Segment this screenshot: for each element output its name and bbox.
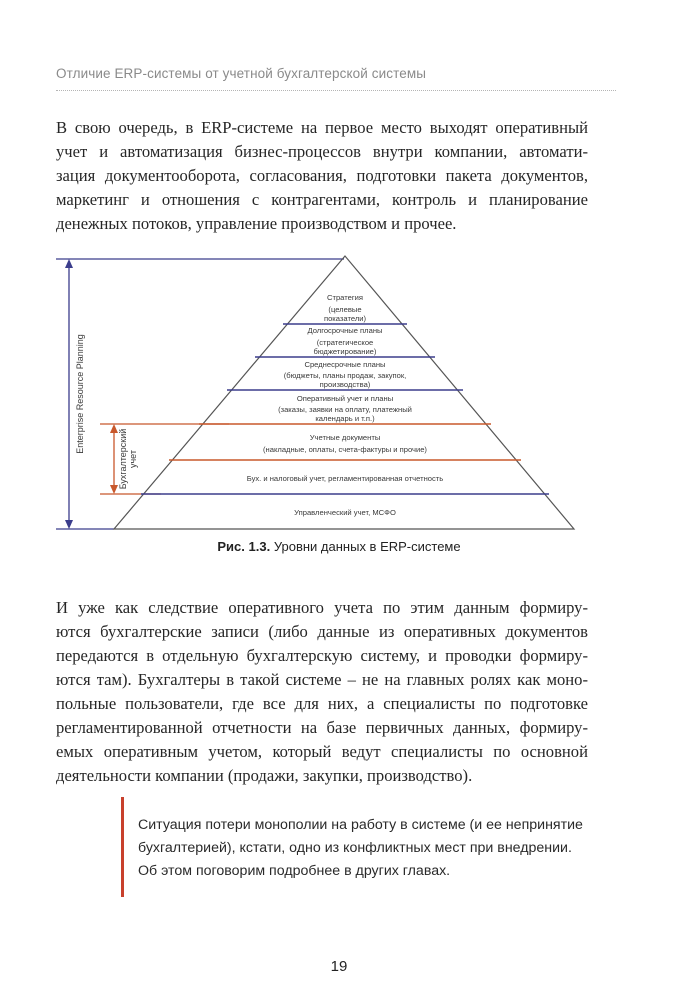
level-text: производства) xyxy=(319,380,371,389)
paragraph-line: ются бухгалтерские записи (либо данные из оперативных документов xyxy=(56,622,588,641)
paragraph-line: емых оперативным учетом, который ведут специалисты по основной xyxy=(56,742,588,761)
level-text: календарь и т.п.) xyxy=(315,414,375,423)
paragraph-line: зация документооборота, согласования, подготовки пакета документов, xyxy=(56,166,588,185)
level-text: бюджетирование) xyxy=(313,347,377,356)
paragraph-line: маркетинг и отношения с контрагентами, контроль и планирование xyxy=(56,190,588,209)
level-long-term-plans xyxy=(308,326,383,356)
accounting-arrow-down-icon xyxy=(110,485,118,494)
erp-arrow-up-icon xyxy=(65,259,73,268)
figure-caption xyxy=(0,539,678,554)
level-tax-accounting xyxy=(247,474,444,483)
level-strategy xyxy=(324,293,367,323)
header-divider xyxy=(56,90,616,91)
accounting-label-line1: Бухгалтерский xyxy=(118,428,128,490)
level-management-accounting xyxy=(294,508,396,517)
side-note xyxy=(138,814,608,883)
paragraph-line: регламентированной отчетности на базе первичных данных, формиру- xyxy=(56,718,588,737)
note-line: Об этом поговорим подробнее в других главах. xyxy=(138,863,451,879)
paragraph-2 xyxy=(56,596,588,788)
level-text: показатели) xyxy=(323,314,367,323)
level-text: Оперативный учет и планы xyxy=(296,394,394,403)
level-mid-term-plans xyxy=(284,360,407,389)
paragraph-line: И уже как следствие оперативного учета по этим данным формиру- xyxy=(56,598,588,617)
level-text: Долгосрочные планы xyxy=(307,326,383,335)
level-text: Среднесрочные планы xyxy=(304,360,386,369)
accounting-arrow-up-icon xyxy=(110,424,118,433)
level-text: Учетные документы xyxy=(309,433,381,442)
paragraph-line: денежных потоков, управление производством и прочее. xyxy=(56,214,457,233)
page-number: 19 xyxy=(330,958,348,975)
paragraph-line: учет и автоматизация бизнес-процессов внутри компании, автомати- xyxy=(56,142,588,161)
erp-arrow-down-icon xyxy=(65,520,73,529)
paragraph-line: передаются в отдельную бухгалтерскую систему, и проводки формиру- xyxy=(56,646,588,665)
level-operational xyxy=(278,394,412,423)
note-accent-bar xyxy=(121,797,124,897)
level-text: (бюджеты, планы продаж, закупок, xyxy=(283,371,407,380)
note-line: Ситуация потери монополии на работу в системе (и ее непринятие xyxy=(138,817,583,833)
level-accounting-documents xyxy=(263,433,427,454)
erp-pyramid-figure xyxy=(56,244,576,534)
accounting-label-line2: учет xyxy=(128,449,138,469)
paragraph-1 xyxy=(56,116,588,236)
running-title: Отличие ERP-системы от учетной бухгалтерской системы xyxy=(56,66,427,81)
caption-text: Уровни данных в ERP-системе xyxy=(273,539,461,554)
paragraph-line: ются там). Бухгалтеры в такой системе – не на главных ролях как моно- xyxy=(56,670,588,689)
level-text: Стратегия xyxy=(327,293,363,302)
paragraph-line: польные пользователи, где все для них, а специалисты по подготовке xyxy=(56,694,588,713)
erp-label: Enterprise Resource Planning xyxy=(75,334,85,454)
level-text: (целевые xyxy=(328,305,362,314)
level-text: (накладные, оплаты, счета-фактуры и прочие) xyxy=(263,445,427,454)
note-line: бухгалтерией), кстати, одно из конфликтных мест при внедрении. xyxy=(138,840,572,856)
level-text: Бух. и налоговый учет, регламентированная отчетность xyxy=(246,474,444,483)
paragraph-line: деятельности компании (продажи, закупки, производство). xyxy=(56,766,473,785)
level-text: (заказы, заявки на оплату, платежный xyxy=(278,405,412,414)
caption-label: Рис. 1.3. xyxy=(217,539,271,554)
paragraph-line: В свою очередь, в ERP-системе на первое место выходят оперативный xyxy=(56,118,588,137)
level-text: Управленческий учет, МСФО xyxy=(294,508,396,517)
level-text: (стратегическое xyxy=(316,338,374,347)
